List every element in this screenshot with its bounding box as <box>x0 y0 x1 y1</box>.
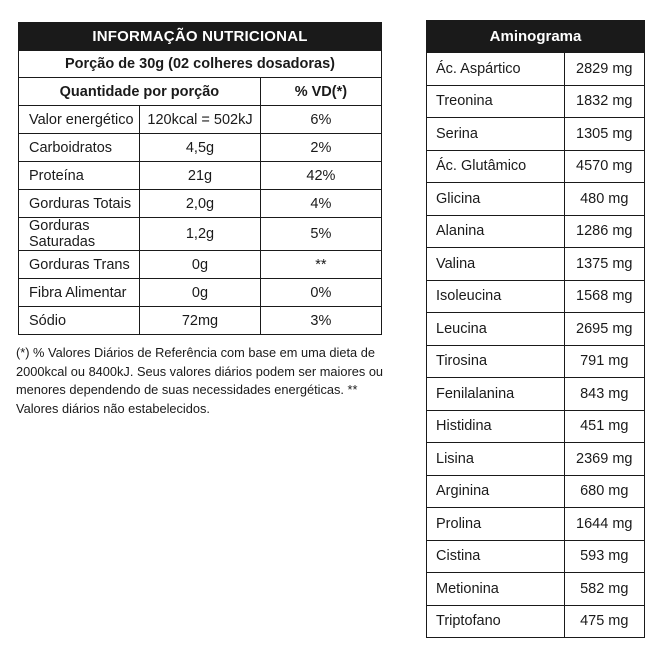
amino-acid-value: 4570 mg <box>564 150 644 183</box>
amino-acid-value: 680 mg <box>564 475 644 508</box>
aminogram-row <box>427 345 644 378</box>
amino-acid-name: Arginina <box>427 475 564 508</box>
nutrition-row <box>19 279 381 307</box>
amino-acid-name: Leucina <box>427 313 564 346</box>
amino-acid-value: 791 mg <box>564 345 644 378</box>
footnote: (*) % Valores Diários de Referência com base em uma dieta de 2000kcal ou 8400kJ. Seus valores diários podem ser maiores ou menores dependendo de suas necessidades energéticas. ** Valores diários não estabelecidos. <box>16 345 384 416</box>
nutrient-quantity: 1,2g <box>140 218 261 251</box>
nutrient-vd: 4% <box>260 190 381 218</box>
nutrient-quantity: 120kcal = 502kJ <box>140 106 261 134</box>
amino-acid-value: 2369 mg <box>564 443 644 476</box>
nutrient-vd: 0% <box>260 279 381 307</box>
nutrient-name: Proteína <box>19 162 140 190</box>
nutrient-vd: 3% <box>260 307 381 335</box>
aminogram-row <box>427 573 644 606</box>
nutrient-quantity: 21g <box>140 162 261 190</box>
portion-size: Porção de 30g (02 colheres dosadoras) <box>19 51 381 78</box>
aminogram-row <box>427 248 644 281</box>
nutrient-vd: ** <box>260 251 381 279</box>
aminogram-row <box>427 183 644 216</box>
amino-acid-value: 1305 mg <box>564 118 644 151</box>
aminogram-table <box>427 53 644 637</box>
amino-acid-name: Glicina <box>427 183 564 216</box>
nutrition-facts-panel <box>18 22 382 335</box>
aminogram-row <box>427 378 644 411</box>
nutrient-vd: 5% <box>260 218 381 251</box>
nutrient-vd: 6% <box>260 106 381 134</box>
amino-acid-value: 1568 mg <box>564 280 644 313</box>
amino-acid-name: Serina <box>427 118 564 151</box>
amino-acid-value: 480 mg <box>564 183 644 216</box>
aminogram-row <box>427 118 644 151</box>
nutrition-row <box>19 106 381 134</box>
nutrition-title: INFORMAÇÃO NUTRICIONAL <box>19 23 381 51</box>
header-vd: % VD(*) <box>260 78 381 106</box>
nutrient-quantity: 0g <box>140 251 261 279</box>
aminogram-row <box>427 280 644 313</box>
amino-acid-name: Alanina <box>427 215 564 248</box>
amino-acid-name: Lisina <box>427 443 564 476</box>
amino-acid-name: Fenilalanina <box>427 378 564 411</box>
nutrition-row <box>19 251 381 279</box>
nutrient-name: Carboidratos <box>19 134 140 162</box>
aminogram-row <box>427 605 644 637</box>
amino-acid-name: Histidina <box>427 410 564 443</box>
nutrition-header-row <box>19 78 381 106</box>
amino-acid-value: 451 mg <box>564 410 644 443</box>
nutrient-quantity: 0g <box>140 279 261 307</box>
amino-acid-value: 1832 mg <box>564 85 644 118</box>
amino-acid-value: 582 mg <box>564 573 644 606</box>
nutrient-quantity: 2,0g <box>140 190 261 218</box>
nutrient-name: Gorduras Trans <box>19 251 140 279</box>
amino-acid-name: Prolina <box>427 508 564 541</box>
aminogram-title: Aminograma <box>427 21 644 53</box>
aminogram-row <box>427 475 644 508</box>
amino-acid-name: Metionina <box>427 573 564 606</box>
header-quantity: Quantidade por porção <box>59 83 220 100</box>
nutrient-vd: 2% <box>260 134 381 162</box>
nutrient-name: Fibra Alimentar <box>19 279 140 307</box>
nutrition-row <box>19 190 381 218</box>
aminogram-row <box>427 443 644 476</box>
nutrition-table <box>19 78 381 334</box>
nutrient-name: Valor energético <box>19 106 140 134</box>
amino-acid-name: Valina <box>427 248 564 281</box>
nutrition-row <box>19 134 381 162</box>
amino-acid-name: Isoleucina <box>427 280 564 313</box>
aminogram-row <box>427 53 644 85</box>
aminogram-row <box>427 85 644 118</box>
aminogram-row <box>427 215 644 248</box>
aminogram-panel <box>426 20 645 638</box>
amino-acid-value: 1375 mg <box>564 248 644 281</box>
amino-acid-name: Ác. Aspártico <box>436 60 521 77</box>
amino-acid-value: 1286 mg <box>564 215 644 248</box>
aminogram-row <box>427 150 644 183</box>
amino-acid-value: 843 mg <box>564 378 644 411</box>
nutrient-name: Sódio <box>19 307 140 335</box>
amino-acid-name: Tirosina <box>427 345 564 378</box>
nutrient-name: Gorduras Totais <box>19 190 140 218</box>
aminogram-row <box>427 410 644 443</box>
amino-acid-value: 593 mg <box>564 540 644 573</box>
amino-acid-name: Triptofano <box>427 605 564 637</box>
aminogram-row <box>427 508 644 541</box>
amino-acid-name: Cistina <box>427 540 564 573</box>
amino-acid-value: 2695 mg <box>564 313 644 346</box>
amino-acid-name: Ác. Glutâmico <box>427 150 564 183</box>
nutrition-row <box>19 218 381 251</box>
nutrient-vd: 42% <box>260 162 381 190</box>
nutrition-row <box>19 162 381 190</box>
aminogram-row <box>427 540 644 573</box>
amino-acid-value: 475 mg <box>564 605 644 637</box>
amino-acid-value: 2829 mg <box>564 53 644 85</box>
nutrition-row <box>19 307 381 335</box>
nutrient-quantity: 72mg <box>140 307 261 335</box>
amino-acid-name: Treonina <box>427 85 564 118</box>
nutrient-quantity: 4,5g <box>140 134 261 162</box>
nutrient-name: Gorduras Saturadas <box>19 218 140 251</box>
aminogram-row <box>427 313 644 346</box>
amino-acid-value: 1644 mg <box>564 508 644 541</box>
